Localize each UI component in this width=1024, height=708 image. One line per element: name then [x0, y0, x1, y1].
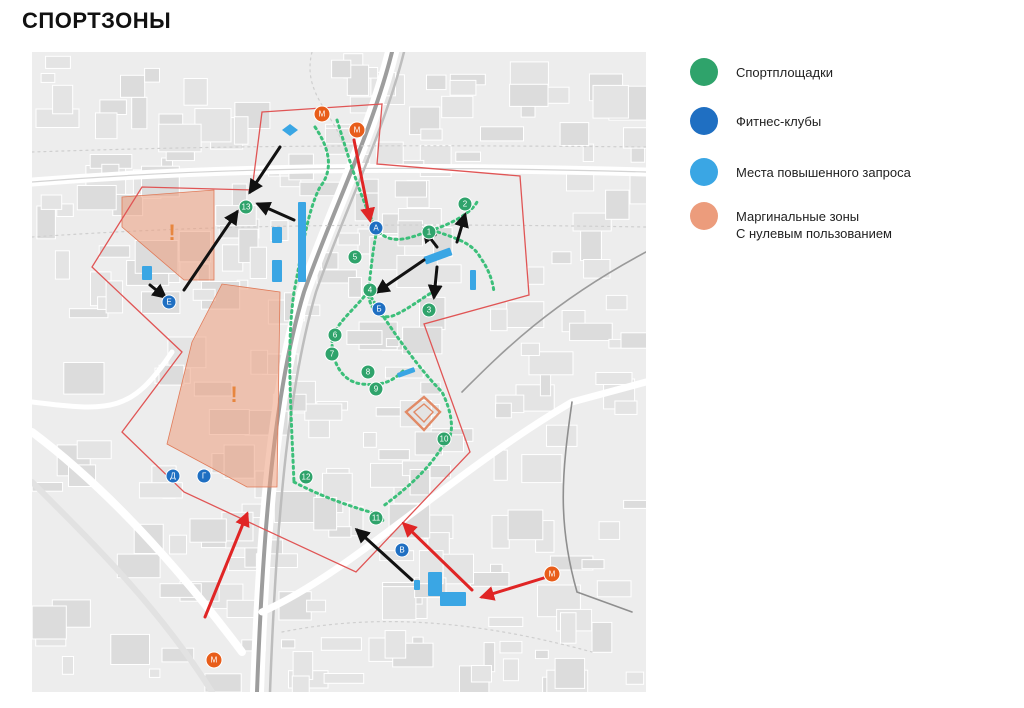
- demand-place: [428, 572, 442, 596]
- fitness-club-Е[interactable]: [162, 295, 176, 309]
- legend-item-sport: [690, 58, 833, 86]
- city-block: [624, 500, 646, 508]
- fitness-club-Б[interactable]: [372, 302, 386, 316]
- city-block: [624, 128, 647, 148]
- sport-ground-7-label: 7: [329, 349, 335, 359]
- page-title: СПОРТЗОНЫ: [22, 8, 172, 33]
- sport-ground-5[interactable]: [348, 250, 362, 264]
- demand-place: [440, 592, 466, 606]
- legend-swatch-sport: [690, 58, 718, 86]
- city-block: [606, 295, 627, 309]
- sport-ground-8-label: 8: [365, 367, 371, 377]
- city-block: [314, 497, 337, 530]
- sport-ground-4[interactable]: [363, 283, 377, 297]
- city-block: [32, 606, 66, 639]
- sport-ground-5-label: 5: [352, 252, 358, 262]
- city-block: [338, 233, 360, 245]
- sport-ground-12[interactable]: [299, 470, 313, 484]
- city-block: [592, 622, 612, 652]
- city-block: [121, 75, 145, 97]
- city-block: [560, 123, 589, 146]
- city-block: [492, 515, 509, 548]
- city-block: [62, 657, 73, 675]
- city-block: [547, 425, 578, 446]
- sport-ground-2-label: 2: [462, 199, 468, 209]
- fitness-club-А-label: А: [373, 223, 379, 233]
- city-block: [250, 247, 266, 278]
- sport-ground-12-label: 12: [301, 472, 311, 482]
- city-block: [489, 617, 523, 626]
- city-block: [190, 519, 226, 542]
- city-block: [193, 289, 215, 300]
- city-block: [106, 281, 123, 313]
- city-block: [621, 333, 646, 348]
- city-block: [507, 302, 544, 328]
- fitness-club-Б-label: Б: [376, 304, 382, 314]
- demand-place: [272, 260, 282, 282]
- city-block: [570, 323, 613, 340]
- city-block: [332, 60, 351, 78]
- city-block: [500, 641, 522, 653]
- sport-ground-10[interactable]: [437, 432, 451, 446]
- exclamation-icon: !: [168, 220, 176, 245]
- sport-ground-2[interactable]: [458, 197, 472, 211]
- city-block: [615, 401, 637, 414]
- sport-ground-6-label: 6: [332, 330, 338, 340]
- city-block: [111, 634, 150, 664]
- city-block: [528, 267, 544, 284]
- legend-swatch-fitness: [690, 107, 718, 135]
- metro-icon-label: М: [318, 109, 326, 119]
- legend-label: Маргинальные зоны: [736, 209, 860, 224]
- fitness-club-А[interactable]: [369, 221, 383, 235]
- city-block: [456, 152, 481, 161]
- city-block: [630, 173, 646, 204]
- city-block: [77, 186, 116, 210]
- sport-ground-1[interactable]: [422, 225, 436, 239]
- district-map[interactable]: [32, 52, 646, 692]
- sport-ground-6[interactable]: [328, 328, 342, 342]
- city-block: [496, 403, 512, 418]
- city-block: [471, 666, 491, 683]
- legend-item-marginal: [690, 202, 892, 242]
- city-block: [606, 190, 629, 219]
- city-block: [349, 278, 362, 298]
- metro-icon-label: М: [353, 125, 361, 135]
- city-block: [442, 96, 473, 117]
- fitness-club-Е-label: Е: [166, 297, 172, 307]
- demand-place: [142, 266, 152, 280]
- city-block: [599, 522, 620, 540]
- city-block: [293, 652, 313, 680]
- legend-label: Фитнес-клубы: [736, 114, 822, 129]
- legend-label: Места повышенного запроса: [736, 165, 911, 180]
- city-block: [150, 669, 160, 677]
- city-block: [389, 504, 430, 538]
- metro-icon[interactable]: [206, 652, 222, 668]
- sport-ground-9-label: 9: [373, 384, 379, 394]
- city-block: [385, 631, 406, 659]
- city-block: [403, 327, 442, 354]
- city-block: [184, 79, 207, 106]
- city-block: [491, 309, 508, 331]
- city-block: [77, 441, 111, 459]
- metro-icon[interactable]: [544, 566, 560, 582]
- fitness-club-Г[interactable]: [197, 469, 211, 483]
- sport-ground-3-label: 3: [426, 305, 432, 315]
- city-block: [597, 581, 631, 597]
- sport-ground-13[interactable]: [239, 200, 253, 214]
- city-block: [41, 74, 55, 83]
- demand-place: [470, 270, 476, 290]
- city-block: [470, 573, 509, 587]
- legend-swatch-marginal: [690, 202, 718, 230]
- city-block: [561, 613, 577, 644]
- exclamation-icon: !: [230, 382, 238, 407]
- city-block: [307, 600, 326, 612]
- city-block: [234, 117, 248, 145]
- city-block: [593, 85, 628, 118]
- legend-label: С нулевым пользованием: [736, 226, 892, 241]
- legend-swatch-demand: [690, 158, 718, 186]
- city-block: [347, 331, 382, 345]
- fitness-club-Г-label: Г: [201, 471, 207, 481]
- sport-ground-11-label: 11: [371, 513, 381, 523]
- metro-icon[interactable]: [349, 122, 365, 138]
- fitness-club-В[interactable]: [395, 543, 409, 557]
- city-block: [132, 97, 147, 129]
- sport-ground-10-label: 10: [439, 434, 449, 444]
- city-block: [427, 75, 447, 90]
- demand-place: [272, 227, 282, 243]
- city-block: [364, 433, 377, 448]
- city-block: [292, 676, 309, 692]
- sport-ground-3[interactable]: [422, 303, 436, 317]
- city-block: [64, 363, 104, 395]
- city-block: [55, 251, 69, 279]
- metro-icon[interactable]: [314, 106, 330, 122]
- city-block: [46, 56, 71, 68]
- city-block: [503, 659, 518, 681]
- sport-ground-9[interactable]: [369, 382, 383, 396]
- legend-item-fitness: [690, 107, 821, 135]
- city-block: [37, 206, 56, 239]
- city-block: [305, 404, 342, 420]
- city-block: [581, 228, 602, 261]
- metro-icon-label: М: [548, 569, 556, 579]
- city-block: [383, 587, 416, 620]
- sport-ground-13-label: 13: [241, 202, 251, 212]
- city-block: [522, 455, 562, 483]
- city-block: [395, 181, 426, 197]
- demand-place: [298, 202, 306, 282]
- sport-ground-4-label: 4: [367, 285, 373, 295]
- city-block: [100, 100, 127, 115]
- city-block: [536, 650, 549, 658]
- legend-item-demand: [690, 158, 911, 186]
- city-block: [41, 195, 62, 209]
- sport-ground-1-label: 1: [426, 227, 432, 237]
- city-block: [364, 179, 379, 193]
- city-block: [321, 638, 361, 651]
- city-block: [282, 640, 295, 648]
- city-block: [96, 113, 118, 139]
- city-block: [510, 62, 548, 86]
- city-block: [521, 343, 539, 355]
- fitness-club-В-label: В: [399, 545, 405, 555]
- demand-place: [414, 580, 420, 590]
- city-block: [450, 80, 476, 95]
- city-block: [386, 339, 399, 347]
- sport-ground-8[interactable]: [361, 365, 375, 379]
- city-block: [552, 252, 571, 264]
- city-block: [421, 129, 442, 140]
- city-block: [170, 535, 187, 554]
- metro-icon-label: М: [210, 655, 218, 665]
- city-block: [626, 672, 643, 684]
- city-block: [69, 309, 108, 318]
- sport-ground-7[interactable]: [325, 347, 339, 361]
- city-block: [508, 510, 543, 540]
- city-block: [145, 68, 160, 82]
- city-block: [555, 658, 585, 688]
- city-block: [53, 85, 73, 114]
- city-block: [379, 450, 410, 460]
- city-block: [324, 674, 364, 684]
- fitness-club-Д-label: Д: [170, 471, 176, 481]
- sport-ground-11[interactable]: [369, 511, 383, 525]
- city-block: [582, 560, 604, 569]
- city-block: [421, 382, 440, 394]
- legend-label: Спортплощадки: [736, 65, 834, 80]
- city-block: [481, 127, 524, 141]
- fitness-club-Д[interactable]: [166, 469, 180, 483]
- city-block: [596, 373, 632, 385]
- city-block: [510, 84, 548, 106]
